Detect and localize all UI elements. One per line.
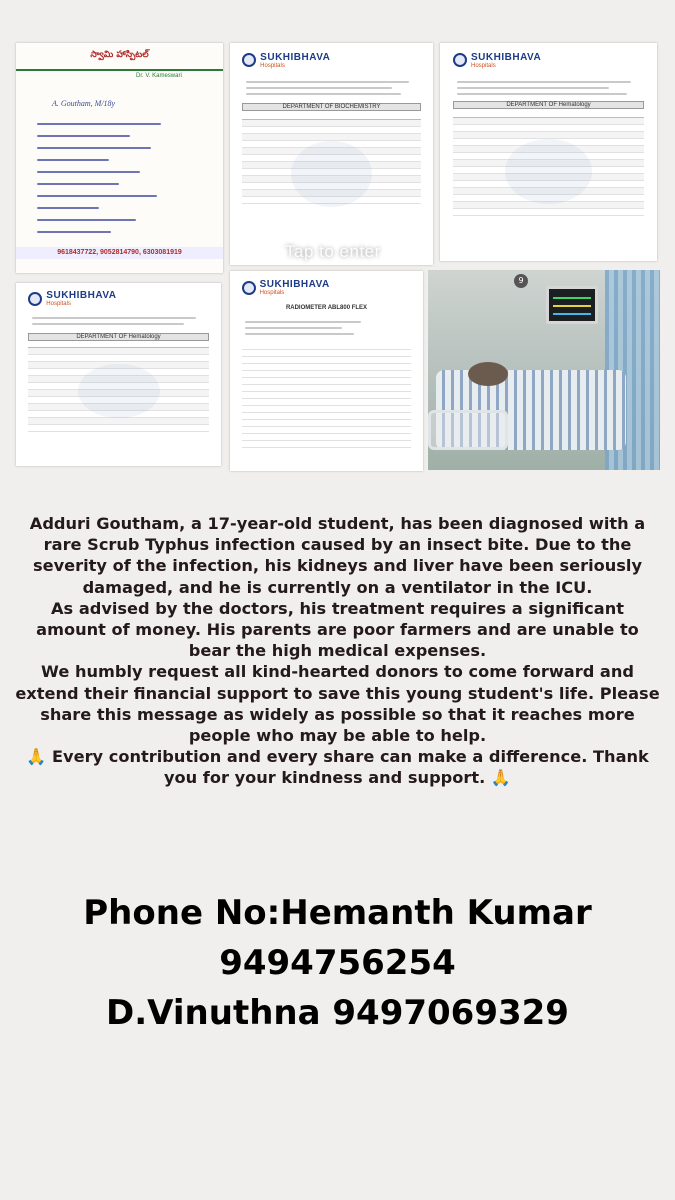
bed-rail [428, 410, 508, 450]
biochemistry-report [230, 43, 433, 265]
contact-block [0, 888, 675, 1038]
department-bar [453, 101, 644, 109]
prescription-header [16, 43, 223, 71]
appeal-text [14, 513, 661, 789]
prescription-hospital-name: స్వామి హాస్పిటల్ [90, 50, 149, 60]
hematology-report [440, 43, 657, 261]
document-collage[interactable] [0, 0, 675, 480]
hospital-logo-icon [242, 53, 256, 67]
patient-monitor [546, 286, 598, 324]
sukhibhava-logo [242, 279, 330, 296]
icu-patient-photo [428, 270, 660, 470]
appeal-paragraph-4: 🙏 Every contribution and every share can make a difference. Thank you for your kindness and support. 🙏 [26, 747, 649, 788]
watermark [78, 364, 160, 419]
department-title: RADIOMETER ABL800 FLEX [285, 305, 368, 311]
sukhibhava-logo [242, 52, 330, 69]
hospital-logo-icon [242, 281, 256, 295]
contact-line-3: D.Vinuthna 9497069329 [106, 993, 569, 1033]
hospital-name: SUKHIBHAVA [46, 290, 117, 302]
photo-badge: 9 [514, 274, 528, 288]
abg-report [230, 271, 423, 471]
appeal-paragraph-2: As advised by the doctors, his treatment requires a significant amount of money. His parents are poor farmers and are unable to bear the high medical expenses. [36, 598, 639, 661]
contact-line-1: Phone No:Hemanth Kumar [83, 893, 592, 933]
hospital-tagline: Hospitals [259, 290, 285, 296]
department-bar [242, 103, 421, 111]
department-title: DEPARTMENT OF BIOCHEMISTRY [282, 104, 381, 110]
hospital-tagline: Hospitals [260, 62, 285, 69]
hospital-tagline: Hospitals [46, 301, 71, 308]
hospital-logo-icon [28, 292, 42, 306]
handwritten-prescription [16, 43, 223, 273]
hospital-tagline: Hospitals [471, 62, 496, 69]
tap-to-enter-label[interactable]: Tap to enter [285, 242, 381, 261]
prescription-phone-strip: 9618437722, 9052814790, 6303081919 [16, 247, 223, 259]
hospital-logo-icon [453, 53, 467, 67]
cbp-report [16, 283, 221, 466]
appeal-paragraph-1: Adduri Goutham, a 17-year-old student, has been diagnosed with a rare Scrub Typhus infection caused by an insect bite. Due to the severity of the infection, his kidneys and liver have been seriously damaged, and he is currently on a ventilator in the ICU. [29, 514, 646, 597]
sukhibhava-logo [28, 290, 116, 307]
result-table [242, 343, 412, 448]
sukhibhava-logo [453, 52, 541, 69]
hospital-name: SUKHIBHAVA [471, 51, 542, 63]
department-title: DEPARTMENT OF Hematology [76, 334, 161, 340]
hospital-name: SUKHIBHAVA [259, 279, 330, 290]
watermark [291, 141, 372, 208]
contact-line-2: 9494756254 [219, 943, 456, 983]
department-bar [28, 333, 208, 341]
patient [468, 362, 508, 386]
department-bar [242, 305, 412, 313]
prescription-patient: A. Goutham, M/18y [52, 99, 116, 108]
prescription-doctor: Dr. V. Kameswari [136, 73, 182, 79]
appeal-paragraph-3: We humbly request all kind-hearted donors to come forward and extend their financial support to save this young student's life. Please share this message as widely as possible so that it reaches more people who may be able to help. [15, 662, 660, 746]
hospital-name: SUKHIBHAVA [260, 51, 331, 63]
department-title: DEPARTMENT OF Hematology [506, 102, 591, 108]
watermark [505, 139, 592, 204]
